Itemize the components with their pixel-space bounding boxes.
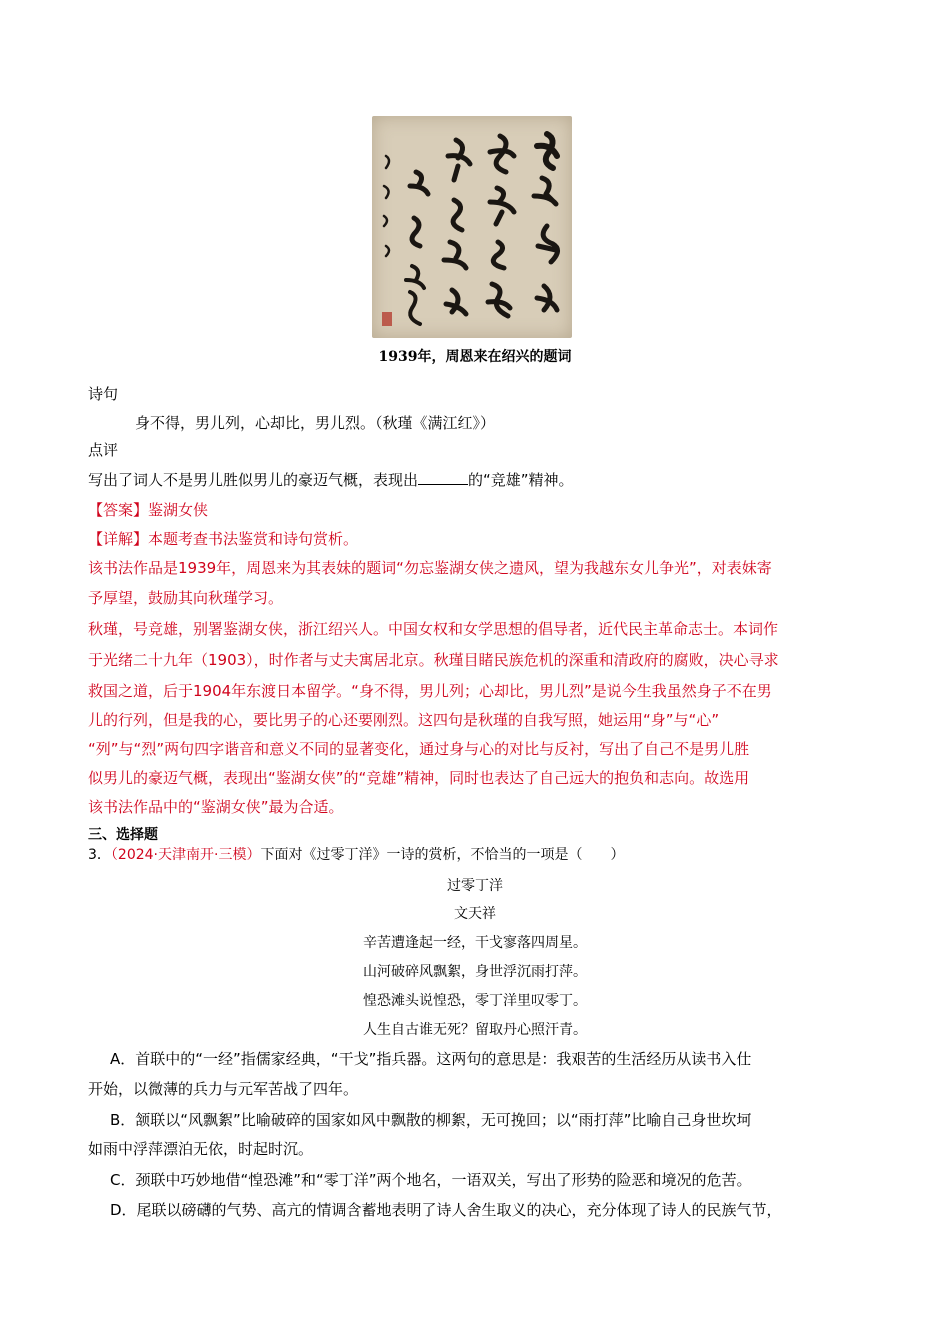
detail-line: 于光绪二十九年（1903），时作者与丈夫寓居北京。秋瑾目睹民族危机的深重和清政府的腐败，决心寻求 (88, 651, 779, 669)
option-a: A．首联中的“一经”指儒家经典，“干戈”指兵器。这两句的意思是：我艰苦的生活经历从读书入仕 (110, 1050, 752, 1068)
poem-line: 山河破碎风飘絮，身世浮沉雨打萍。 (363, 964, 587, 980)
poem-line: 人生自古谁无死？留取丹心照汗青。 (363, 1022, 587, 1038)
question-number: 3． (88, 847, 111, 863)
comment-pre: 写出了词人不是男儿胜似男儿的豪迈气概，表现出 (88, 471, 419, 489)
calligraphy-image (372, 116, 572, 338)
detail-line: “列”与“烈”两句四字谐音和意义不同的显著变化，通过身与心的对比与反衬，写出了自己不是男儿胜 (88, 740, 750, 758)
comment-label: 点评 (88, 441, 119, 459)
detail-line: 似男儿的豪迈气概，表现出“鉴湖女侠”的“竞雄”精神，同时也表达了自己远大的抱负和志向。故选用 (88, 769, 750, 787)
poem-line: 惶恐滩头说惶恐，零丁洋里叹零丁。 (363, 993, 587, 1009)
section-heading: 三、选择题 (88, 827, 158, 843)
poem-label: 诗句 (88, 385, 119, 403)
poem-line: 辛苦遭逢起一经，干戈寥落四周星。 (363, 935, 587, 951)
detail-line: 予厚望，鼓励其向秋瑾学习。 (88, 589, 284, 607)
option-d: D．尾联以磅礴的气势、高亢的情调含蓄地表明了诗人舍生取义的决心，充分体现了诗人的民族气节， (110, 1201, 782, 1219)
figure-caption: 1939年，周恩来在绍兴的题词 (378, 349, 572, 365)
comment-text (88, 470, 574, 490)
detail-line: 该书法作品是1939年，周恩来为其表妹的题词“勿忘鉴湖女侠之遗风，望为我越东女儿争光”，对表妹寄 (88, 559, 772, 577)
poem-title: 过零丁洋 (447, 878, 503, 894)
option-c: C．颈联中巧妙地借“惶恐滩”和“零丁洋”两个地名，一语双关，写出了形势的险恶和境况的危苦。 (110, 1171, 752, 1189)
question-text: 下面对《过零丁洋》一诗的赏析，不恰当的一项是（ ） (260, 847, 625, 863)
answer-label: 【答案】鉴湖女侠 (88, 501, 209, 519)
answer-blank (418, 470, 468, 485)
calligraphy-strokes (372, 116, 572, 338)
option-b-cont: 如雨中浮萍漂泊无依，时起时沉。 (88, 1140, 314, 1158)
poem-author: 文天祥 (454, 906, 496, 922)
question-source: （2024·天津南开·三模） (110, 847, 261, 863)
comment-post: 的“竞雄”精神。 (468, 471, 574, 489)
question-3 (88, 845, 624, 865)
detail-line: 儿的行列，但是我的心，要比男子的心还要刚烈。这四句是秋瑾的自我写照，她运用“身”与“心” (88, 711, 720, 729)
poem-text: 身不得，男儿列，心却比，男儿烈。（秋瑾《满江红》） (135, 414, 496, 432)
detail-label: 【详解】本题考查书法鉴赏和诗句赏析。 (88, 530, 359, 548)
option-a-cont: 开始，以微薄的兵力与元军苦战了四年。 (88, 1080, 359, 1098)
detail-line: 该书法作品中的“鉴湖女侠”最为合适。 (88, 798, 344, 816)
detail-line: 秋瑾，号竞雄，别署鉴湖女侠，浙江绍兴人。中国女权和女学思想的倡导者，近代民主革命志士。本词作 (88, 620, 779, 638)
option-b: B．颔联以“风飘絮”比喻破碎的国家如风中飘散的柳絮，无可挽回；以“雨打萍”比喻自己身世坎坷 (110, 1111, 752, 1129)
detail-line: 救国之道，后于1904年东渡日本留学。“身不得，男儿列；心却比，男儿烈”是说今生我虽然身子不在男 (88, 682, 772, 700)
